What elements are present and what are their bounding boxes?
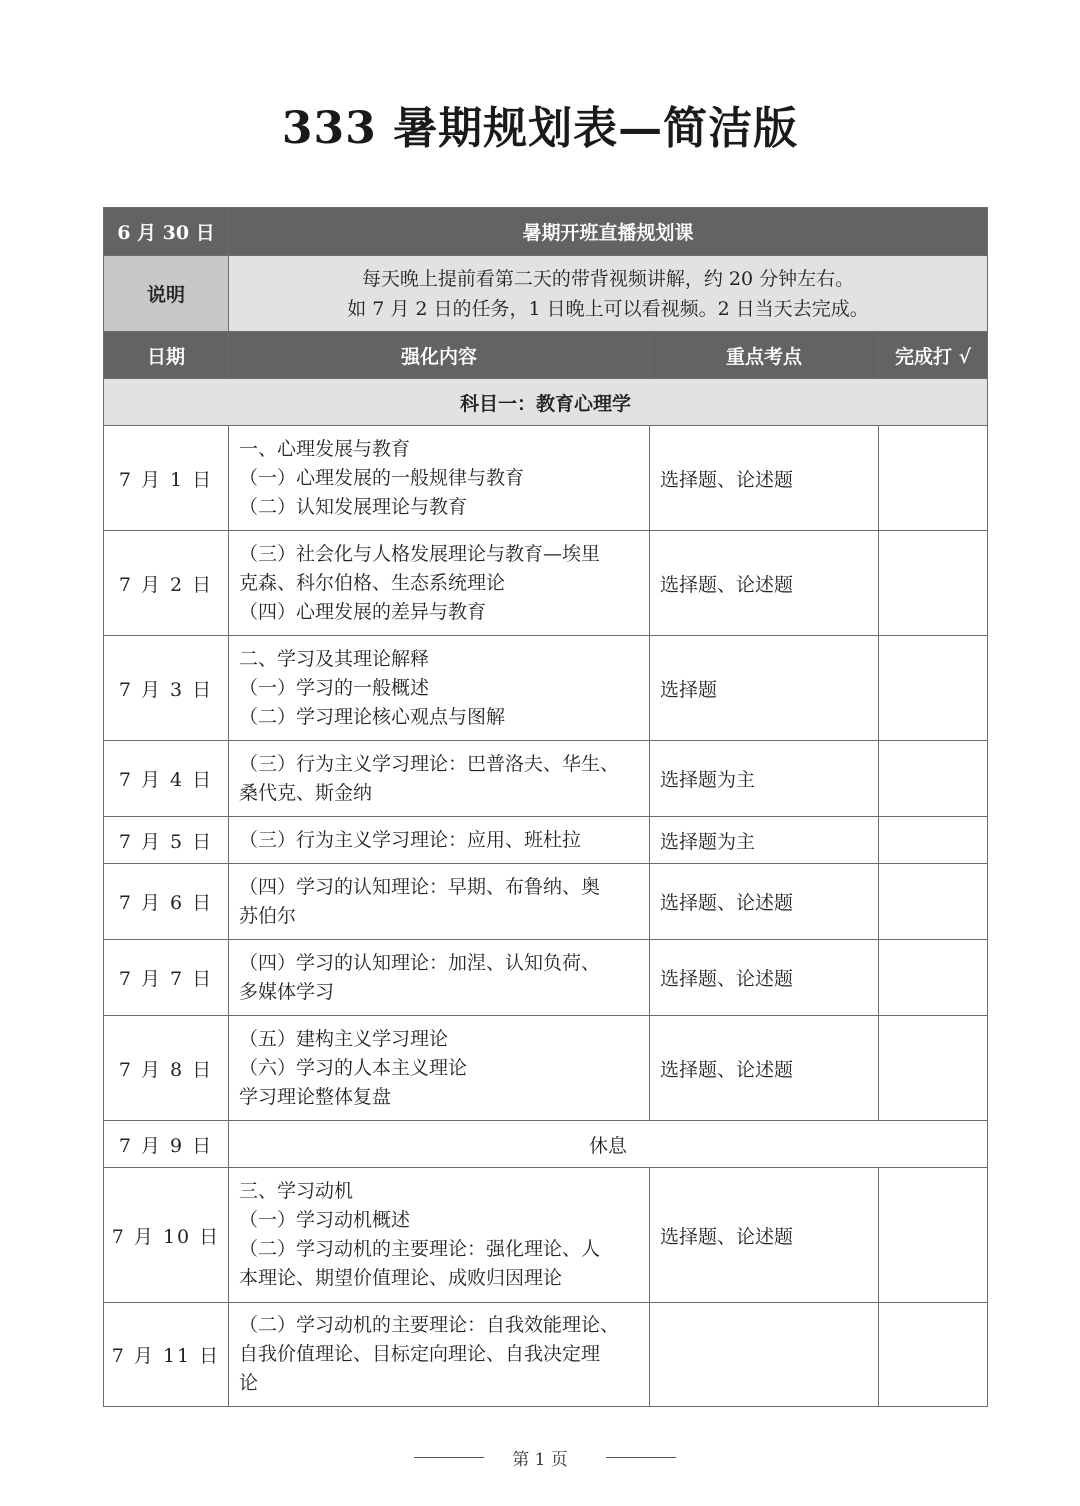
row-done-checkbox-cell[interactable] bbox=[879, 817, 988, 864]
row-done-checkbox-cell[interactable] bbox=[879, 531, 988, 636]
row-date: 7 月 6 日 bbox=[104, 864, 229, 940]
content-line: （二）学习动机的主要理论：强化理论、人 bbox=[239, 1238, 601, 1260]
row-key-points: 选择题、论述题 bbox=[650, 531, 879, 636]
content-line: （三）社会化与人格发展理论与教育—埃里 bbox=[239, 542, 601, 565]
content-line: （六）学习的人本主义理论 bbox=[239, 1056, 468, 1079]
footer-rule-left bbox=[414, 1457, 484, 1458]
content-line: （二）认知发展理论与教育 bbox=[239, 495, 468, 518]
content-line: 自我价值理论、目标定向理论、自我决定理 bbox=[239, 1343, 601, 1365]
row-content bbox=[229, 636, 650, 741]
subject-row bbox=[104, 379, 988, 426]
row-content bbox=[229, 1168, 650, 1303]
row-key-points: 选择题、论述题 bbox=[650, 1168, 879, 1303]
content-line: 三、学习动机 bbox=[239, 1180, 354, 1202]
content-line: 一、心理发展与教育 bbox=[239, 437, 411, 460]
note-line: 如 7 月 2 日的任务，1 日晚上可以看视频。2 日当天去完成。 bbox=[347, 297, 869, 320]
row-date: 7 月 4 日 bbox=[104, 741, 229, 817]
row-key-points: 选择题为主 bbox=[650, 817, 879, 864]
page-footer bbox=[0, 1445, 1080, 1470]
content-line: （一）学习动机概述 bbox=[239, 1209, 411, 1231]
row-done-checkbox-cell[interactable] bbox=[879, 940, 988, 1016]
note-text bbox=[229, 256, 988, 332]
table-row bbox=[104, 1303, 988, 1407]
table-row bbox=[104, 940, 988, 1016]
row-date: 7 月 1 日 bbox=[104, 426, 229, 531]
footer-rule-right bbox=[606, 1457, 676, 1458]
table-row bbox=[104, 426, 988, 531]
content-line: （一）心理发展的一般规律与教育 bbox=[239, 466, 525, 489]
row-done-checkbox-cell[interactable] bbox=[879, 636, 988, 741]
table-row bbox=[104, 817, 988, 864]
content-line: （五）建构主义学习理论 bbox=[239, 1027, 449, 1050]
column-header-content: 强化内容 bbox=[229, 332, 650, 379]
row-content bbox=[229, 940, 650, 1016]
row-key-points bbox=[650, 1303, 879, 1407]
content-line: 二、学习及其理论解释 bbox=[239, 647, 430, 670]
content-line: （四）心理发展的差异与教育 bbox=[239, 600, 487, 623]
row-content bbox=[229, 1016, 650, 1121]
row-key-points: 选择题 bbox=[650, 636, 879, 741]
row-done-checkbox-cell[interactable] bbox=[879, 741, 988, 817]
content-line: 多媒体学习 bbox=[239, 980, 335, 1003]
table-row bbox=[104, 864, 988, 940]
row-content bbox=[229, 1303, 650, 1407]
row-date: 7 月 9 日 bbox=[104, 1121, 229, 1168]
row-done-checkbox-cell[interactable] bbox=[879, 1168, 988, 1303]
column-header-date: 日期 bbox=[104, 332, 229, 379]
rest-label: 休息 bbox=[229, 1121, 988, 1168]
subject-title: 科目一：教育心理学 bbox=[104, 379, 988, 426]
row-key-points: 选择题、论述题 bbox=[650, 1016, 879, 1121]
row-content bbox=[229, 817, 650, 864]
intro-row bbox=[104, 208, 988, 256]
row-content bbox=[229, 864, 650, 940]
row-date: 7 月 11 日 bbox=[104, 1303, 229, 1407]
note-label: 说明 bbox=[104, 256, 229, 332]
table-row bbox=[104, 636, 988, 741]
row-key-points: 选择题、论述题 bbox=[650, 864, 879, 940]
content-line: （一）学习的一般概述 bbox=[239, 676, 430, 699]
table-row bbox=[104, 1121, 988, 1168]
table-row bbox=[104, 531, 988, 636]
note-line: 每天晚上提前看第二天的带背视频讲解，约 20 分钟左右。 bbox=[361, 267, 855, 290]
row-key-points: 选择题、论述题 bbox=[650, 426, 879, 531]
note-row bbox=[104, 256, 988, 332]
table-row bbox=[104, 741, 988, 817]
content-line: 学习理论整体复盘 bbox=[239, 1085, 392, 1108]
content-line: 本理论、期望价值理论、成败归因理论 bbox=[239, 1267, 563, 1289]
row-content bbox=[229, 741, 650, 817]
row-key-points: 选择题为主 bbox=[650, 741, 879, 817]
content-line: （三）行为主义学习理论：巴普洛夫、华生、 bbox=[239, 752, 620, 775]
intro-event: 暑期开班直播规划课 bbox=[229, 208, 988, 256]
content-line: （四）学习的认知理论：早期、布鲁纳、奥 bbox=[239, 875, 601, 898]
table-row bbox=[104, 1016, 988, 1121]
content-line: （四）学习的认知理论：加涅、认知负荷、 bbox=[239, 951, 601, 974]
row-date: 7 月 3 日 bbox=[104, 636, 229, 741]
intro-date: 6 月 30 日 bbox=[104, 208, 229, 256]
page-number: 第 1 页 bbox=[512, 1450, 568, 1470]
row-key-points: 选择题、论述题 bbox=[650, 940, 879, 1016]
content-line: 克森、科尔伯格、生态系统理论 bbox=[239, 571, 506, 594]
row-done-checkbox-cell[interactable] bbox=[879, 864, 988, 940]
row-done-checkbox-cell[interactable] bbox=[879, 1303, 988, 1407]
content-line: （三）行为主义学习理论：应用、班杜拉 bbox=[239, 828, 582, 851]
row-done-checkbox-cell[interactable] bbox=[879, 1016, 988, 1121]
content-line: （二）学习动机的主要理论：自我效能理论、 bbox=[239, 1314, 620, 1336]
content-line: 苏伯尔 bbox=[239, 904, 297, 927]
row-date: 7 月 8 日 bbox=[104, 1016, 229, 1121]
content-line: 桑代克、斯金纳 bbox=[239, 781, 373, 804]
row-date: 7 月 10 日 bbox=[104, 1168, 229, 1303]
content-line: 论 bbox=[239, 1372, 259, 1394]
column-header-row bbox=[104, 332, 988, 379]
plan-table bbox=[103, 207, 988, 1407]
column-header-done: 完成打 √ bbox=[879, 332, 988, 379]
row-date: 7 月 7 日 bbox=[104, 940, 229, 1016]
content-line: （二）学习理论核心观点与图解 bbox=[239, 705, 506, 728]
row-done-checkbox-cell[interactable] bbox=[879, 426, 988, 531]
table-row bbox=[104, 1168, 988, 1303]
column-header-key: 重点考点 bbox=[650, 332, 879, 379]
page-title: 333 暑期规划表—简洁版 bbox=[281, 103, 799, 154]
row-date: 7 月 5 日 bbox=[104, 817, 229, 864]
row-content bbox=[229, 426, 650, 531]
row-date: 7 月 2 日 bbox=[104, 531, 229, 636]
row-content bbox=[229, 531, 650, 636]
